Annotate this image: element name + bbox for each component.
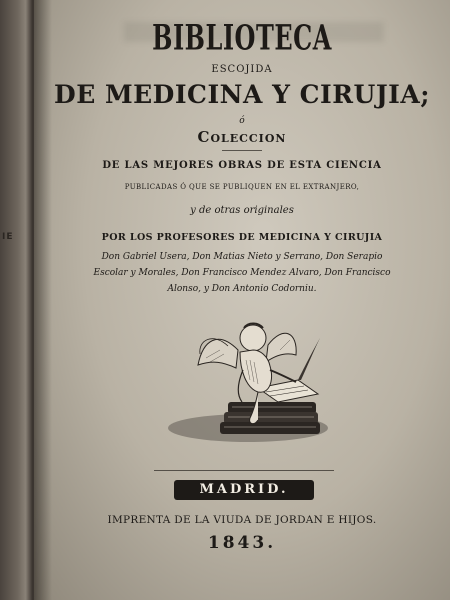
authors-line: Alonso, y Don Antonio Codorniu. bbox=[167, 284, 317, 294]
divider bbox=[222, 150, 262, 151]
professors-line: POR LOS PROFESORES DE MEDICINA Y CIRUJIA bbox=[101, 232, 383, 243]
best-works-line: DE LAS MEJORES OBRAS DE ESTA CIENCIA bbox=[102, 160, 382, 171]
left-page-text-fragment: IE bbox=[2, 232, 14, 242]
authors-line: Don Gabriel Usera, Don Matias Nieto y Serrano, Don Serapio bbox=[101, 252, 383, 262]
left-page-edge bbox=[0, 0, 32, 600]
page-title: BIBLIOTECA bbox=[152, 16, 332, 59]
conjunction: ó bbox=[239, 116, 245, 126]
city-imprint: MADRID. bbox=[174, 480, 314, 500]
published-line: PUBLICADAS Ó QUE SE PUBLIQUEN EN EL EXTRANJERO, bbox=[124, 183, 360, 191]
publication-year: 1843. bbox=[207, 533, 277, 553]
main-title: DE MEDICINA Y CIRUJIA; bbox=[54, 80, 430, 109]
printer-line: IMPRENTA DE LA VIUDA DE JORDAN E HIJOS. bbox=[107, 514, 377, 526]
cherub-with-books-icon bbox=[158, 310, 333, 445]
subtitle-escojida: ESCOJIDA bbox=[211, 64, 273, 75]
originals-line: y de otras originales bbox=[190, 205, 294, 216]
authors-line: Escolar y Morales, Don Francisco Mendez Alvaro, Don Francisco bbox=[93, 268, 391, 278]
collection-heading: Coleccion bbox=[197, 128, 287, 146]
title-page bbox=[34, 0, 450, 600]
divider bbox=[154, 470, 334, 471]
